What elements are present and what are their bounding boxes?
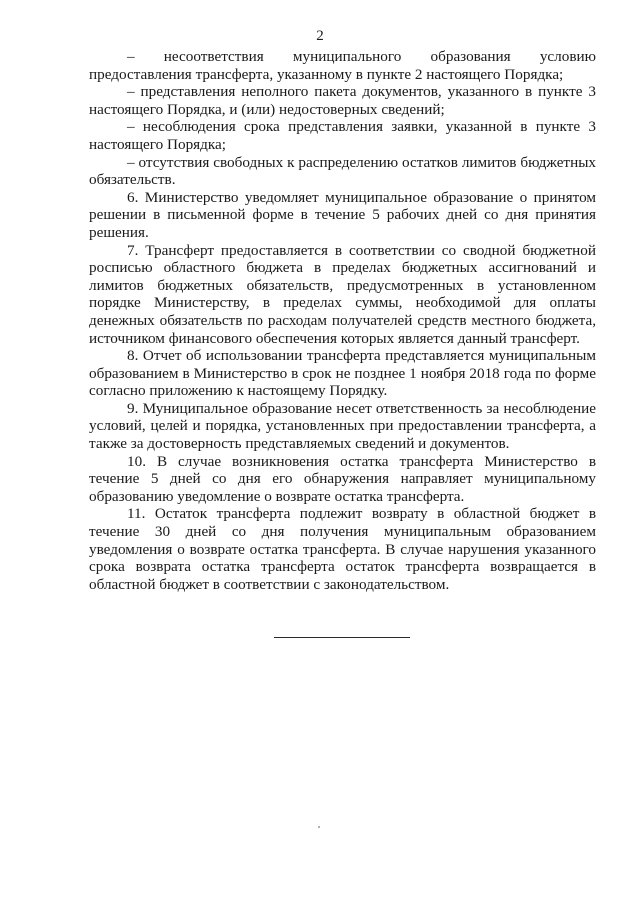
- end-separator-line: [274, 637, 410, 638]
- paragraph-incomplete-documents: – представления неполного пакета документов, указанного в пункте 3 настоящего Порядка, и (или) недостоверных сведений;: [89, 83, 596, 118]
- scan-speck: [318, 826, 320, 828]
- page-number: 2: [316, 28, 324, 44]
- paragraph-item-10: 10. В случае возникновения остатка трансферта Министерство в течение 5 дней со дня его обнаружения направляет муниципальному образованию уведомление о возврате остатка трансферта.: [89, 452, 596, 505]
- paragraph-item-11: 11. Остаток трансферта подлежит возврату в областной бюджет в течение 30 дней со дня получения муниципальным образованием уведомления о возврате остатка трансферта. В случае нарушения указанного срока возврата остатка трансферта остаток трансферта возвращается в областной бюджет в соответствии с законодательством.: [89, 505, 596, 593]
- paragraph-item-8: 8. Отчет об использовании трансферта представляется муниципальным образованием в Министерство в срок не позднее 1 ноября 2018 года по форме согласно приложению к настоящему Порядку.: [89, 347, 596, 400]
- paragraph-condition-mismatch: – несоответствия муниципального образования условию предоставления трансферта, указанному в пункте 2 настоящего Порядка;: [89, 48, 596, 83]
- document-body: [89, 48, 596, 593]
- paragraph-no-free-limits: – отсутствия свободных к распределению остатков лимитов бюджетных обязательств.: [89, 153, 596, 189]
- paragraph-item-6: 6. Министерство уведомляет муниципальное образование о принятом решении в письменной форме в течение 5 рабочих дней со дня принятия решения.: [89, 188, 596, 241]
- paragraph-item-9: 9. Муниципальное образование несет ответственность за несоблюдение условий, целей и порядка, установленных при предоставлении трансферта, а также за достоверность представляемых сведений и документов.: [89, 399, 596, 453]
- paragraph-deadline-violation: – несоблюдения срока представления заявки, указанной в пункте 3 настоящего Порядка;: [89, 118, 596, 153]
- paragraph-item-7: 7. Трансферт предоставляется в соответствии со сводной бюджетной росписью областного бюджета в пределах бюджетных ассигнований и лимитов бюджетных обязательств, предусмотренных в установленном порядке Министерству, в пределах суммы, необходимой для оплаты денежных обязательств по расходам получателей средств местного бюджета, источником финансового обеспечения которых является данный трансферт.: [89, 241, 596, 347]
